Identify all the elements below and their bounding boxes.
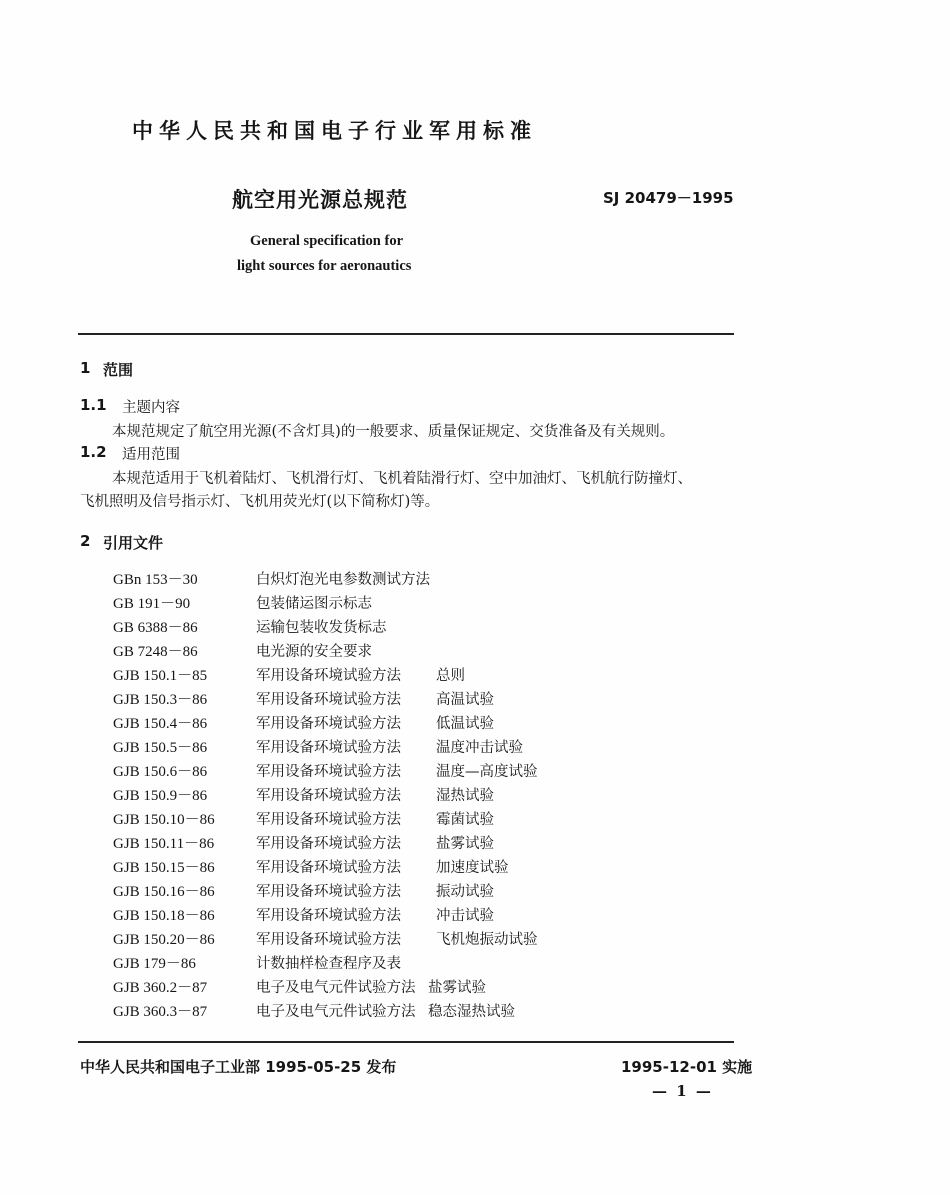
reference-subtitle: 盐雾试验 — [428, 980, 486, 996]
reference-row — [113, 952, 573, 976]
reference-title: 白炽灯泡光电参数测试方法 — [256, 572, 430, 588]
reference-row — [113, 976, 573, 1000]
reference-row — [113, 640, 573, 664]
reference-row — [113, 664, 573, 688]
reference-subtitle: 高温试验 — [436, 692, 494, 708]
reference-code: GJB 150.15－86 — [113, 860, 215, 876]
reference-row — [113, 832, 573, 856]
reference-subtitle: 稳态湿热试验 — [428, 1004, 515, 1020]
reference-subtitle: 总则 — [436, 668, 465, 684]
reference-subtitle: 振动试验 — [436, 884, 494, 900]
reference-title: 军用设备环境试验方法 — [256, 932, 401, 948]
reference-title: 军用设备环境试验方法 — [256, 788, 401, 804]
document-title-cn: 航空用光源总规范 — [232, 188, 408, 212]
reference-subtitle: 温度—高度试验 — [436, 764, 538, 780]
section-1-2-number: 1.2 — [80, 443, 107, 461]
document-title-en-line2: light sources for aeronautics — [237, 258, 412, 274]
reference-code: GJB 150.20－86 — [113, 932, 215, 948]
reference-code: GJB 150.11－86 — [113, 836, 215, 852]
effective-date: 1995-12-01 实施 — [621, 1058, 753, 1076]
reference-row — [113, 808, 573, 832]
reference-row — [113, 592, 573, 616]
standard-code: SJ 20479－1995 — [603, 189, 734, 207]
reference-title: 军用设备环境试验方法 — [256, 764, 401, 780]
section-1-2-text-line2: 飞机照明及信号指示灯、飞机用荧光灯(以下简称灯)等。 — [80, 494, 440, 510]
reference-row — [113, 880, 573, 904]
section-1-2-text-line1: 本规范适用于飞机着陆灯、飞机滑行灯、飞机着陆滑行灯、空中加油灯、飞机航行防撞灯、 — [112, 471, 692, 487]
reference-title: 电子及电气元件试验方法 — [256, 1004, 416, 1020]
reference-row — [113, 736, 573, 760]
reference-title: 军用设备环境试验方法 — [256, 716, 401, 732]
reference-code: GJB 150.1－85 — [113, 668, 208, 684]
reference-subtitle: 盐雾试验 — [436, 836, 494, 852]
document-title-en-line1: General specification for — [250, 233, 404, 249]
reference-row — [113, 928, 573, 952]
reference-row — [113, 568, 573, 592]
issuing-body-heading: 中华人民共和国电子行业军用标准 — [132, 119, 537, 143]
reference-subtitle: 飞机炮振动试验 — [436, 932, 538, 948]
reference-code: GBn 153－30 — [113, 572, 198, 588]
section-1-1-title: 主题内容 — [122, 400, 180, 416]
reference-title: 包装储运图示标志 — [256, 596, 372, 612]
reference-subtitle: 加速度试验 — [436, 860, 509, 876]
reference-row — [113, 1000, 573, 1024]
reference-code: GJB 150.5－86 — [113, 740, 208, 756]
reference-title: 军用设备环境试验方法 — [256, 668, 401, 684]
reference-subtitle: 低温试验 — [436, 716, 494, 732]
reference-code: GJB 360.3－87 — [113, 1004, 208, 1020]
reference-title: 军用设备环境试验方法 — [256, 884, 401, 900]
reference-title: 军用设备环境试验方法 — [256, 812, 401, 828]
reference-code: GJB 150.10－86 — [113, 812, 215, 828]
section-1-number: 1 — [80, 359, 91, 377]
section-1-1-number: 1.1 — [80, 396, 107, 414]
header-divider — [78, 333, 734, 335]
reference-title: 军用设备环境试验方法 — [256, 860, 401, 876]
section-2-number: 2 — [80, 532, 91, 550]
reference-row — [113, 856, 573, 880]
reference-title: 军用设备环境试验方法 — [256, 740, 401, 756]
section-1-title: 范围 — [103, 361, 134, 379]
reference-row — [113, 616, 573, 640]
reference-code: GB 191－90 — [113, 596, 191, 612]
reference-code: GJB 150.4－86 — [113, 716, 208, 732]
reference-title: 电光源的安全要求 — [256, 644, 372, 660]
reference-code: GJB 150.3－86 — [113, 692, 208, 708]
reference-code: GJB 150.18－86 — [113, 908, 215, 924]
reference-code: GB 7248－86 — [113, 644, 198, 660]
reference-code: GJB 360.2－87 — [113, 980, 208, 996]
reference-code: GJB 179－86 — [113, 956, 196, 972]
reference-row — [113, 904, 573, 928]
reference-title: 军用设备环境试验方法 — [256, 692, 401, 708]
reference-row — [113, 760, 573, 784]
section-1-1-text: 本规范规定了航空用光源(不含灯具)的一般要求、质量保证规定、交货准备及有关规则。 — [112, 424, 675, 440]
reference-subtitle: 冲击试验 — [436, 908, 494, 924]
reference-row — [113, 712, 573, 736]
page-number: — 1 — — [652, 1082, 713, 1100]
section-1-2-title: 适用范围 — [122, 447, 180, 463]
reference-title: 军用设备环境试验方法 — [256, 836, 401, 852]
reference-code: GJB 150.9－86 — [113, 788, 208, 804]
reference-subtitle: 霉菌试验 — [436, 812, 494, 828]
section-2-title: 引用文件 — [103, 534, 164, 552]
reference-code: GJB 150.16－86 — [113, 884, 215, 900]
reference-subtitle: 湿热试验 — [436, 788, 494, 804]
issue-date: 中华人民共和国电子工业部 1995-05-25 发布 — [80, 1058, 397, 1076]
reference-title: 运输包装收发货标志 — [256, 620, 387, 636]
reference-title: 军用设备环境试验方法 — [256, 908, 401, 924]
reference-title: 电子及电气元件试验方法 — [256, 980, 416, 996]
reference-subtitle: 温度冲击试验 — [436, 740, 523, 756]
reference-row — [113, 688, 573, 712]
reference-title: 计数抽样检查程序及表 — [256, 956, 401, 972]
reference-code: GJB 150.6－86 — [113, 764, 208, 780]
reference-row — [113, 784, 573, 808]
reference-code: GB 6388－86 — [113, 620, 198, 636]
footer-divider — [78, 1041, 734, 1043]
